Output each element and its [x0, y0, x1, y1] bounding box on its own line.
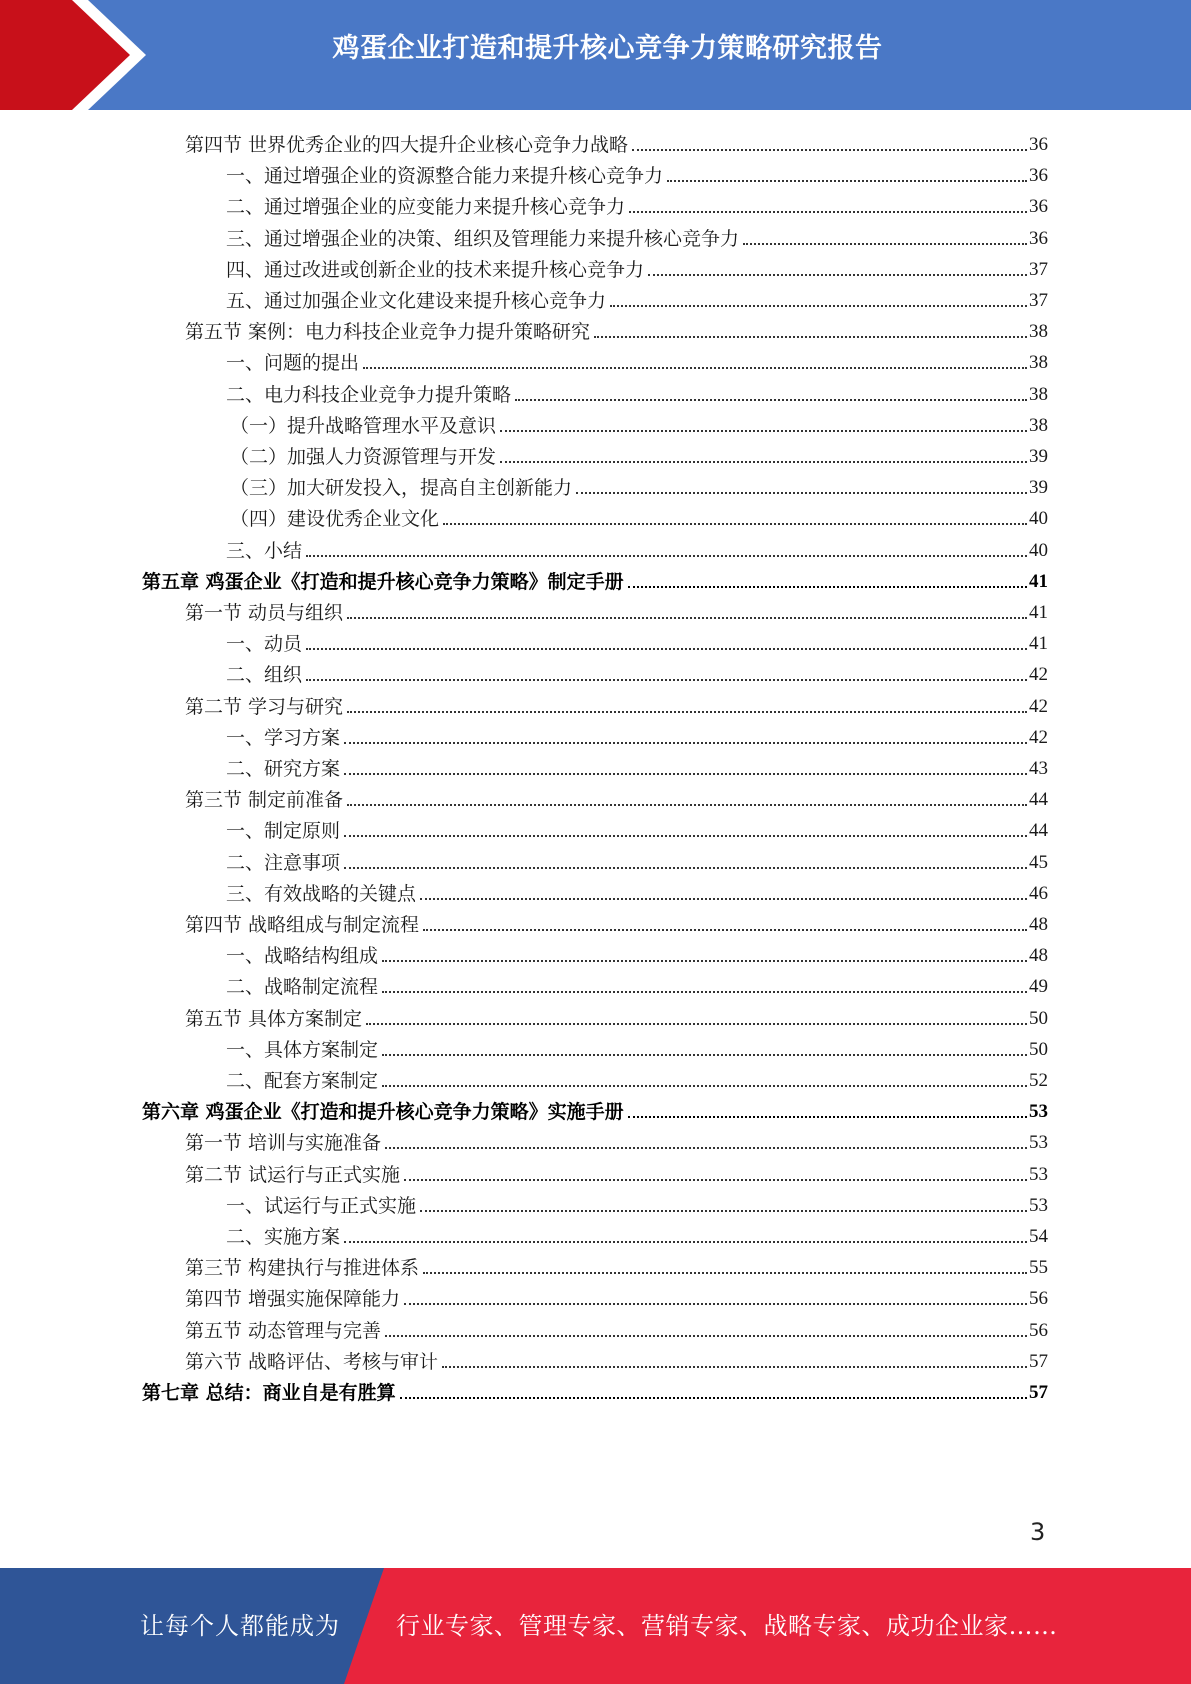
toc-leader-dots: [632, 148, 1027, 151]
toc-page-number: 42: [1029, 664, 1048, 686]
toc-row[interactable]: [185, 1313, 1048, 1343]
toc-row[interactable]: [226, 1219, 1048, 1249]
toc-entry-title: （二）加强人力资源管理与开发: [230, 446, 497, 468]
toc-leader-dots: [423, 1271, 1027, 1274]
toc-leader-dots: [306, 554, 1027, 557]
toc-leader-dots: [306, 647, 1027, 650]
toc-page-number: 48: [1029, 945, 1048, 967]
toc-entry-title: 第五节 动态管理与完善: [185, 1319, 382, 1342]
toc-leader-dots: [306, 678, 1027, 681]
toc-entry-title: 一、学习方案: [226, 726, 341, 749]
toc-leader-dots: [344, 834, 1027, 837]
toc-page-number: 39: [1029, 446, 1048, 467]
toc-leader-dots: [382, 959, 1027, 962]
toc-leader-dots: [667, 179, 1027, 182]
toc-chapter-row[interactable]: [142, 1094, 1048, 1124]
toc-page-number: 54: [1029, 1226, 1048, 1247]
toc-entry-title: 一、制定原则: [226, 820, 341, 843]
toc-page-number: 44: [1029, 789, 1048, 811]
toc-page-number: 46: [1029, 882, 1048, 904]
toc-entry-title: 第四节 战略组成与制定流程: [185, 914, 420, 936]
toc-entry-title: 三、通过增强企业的决策、组织及管理能力来提升核心竞争力: [226, 227, 740, 250]
toc-row[interactable]: [185, 1001, 1048, 1031]
toc-row[interactable]: [226, 189, 1048, 219]
toc-page-number: 50: [1029, 1038, 1048, 1060]
toc-leader-dots: [385, 1334, 1027, 1337]
toc-page-number: 53: [1029, 1163, 1048, 1185]
page-number: 3: [1030, 1518, 1046, 1546]
toc-page-number: 36: [1029, 227, 1048, 249]
toc-page-number: 42: [1029, 695, 1048, 717]
toc-chapter-row[interactable]: [142, 1375, 1048, 1405]
toc-page-number: 41: [1029, 602, 1048, 623]
toc-page-number: 53: [1029, 1194, 1048, 1216]
toc-row[interactable]: [226, 1032, 1048, 1062]
toc-entry-title: 二、注意事项: [226, 851, 341, 874]
toc-leader-dots: [420, 897, 1027, 900]
toc-row[interactable]: [226, 1063, 1048, 1093]
toc-entry-title: 第五节 案例：电力科技企业竞争力提升策略研究: [185, 321, 591, 344]
toc-entry-title: 第二节 试运行与正式实施: [185, 1163, 401, 1186]
toc-entry-title: 第七章 总结：商业自是有胜算: [142, 1382, 396, 1404]
toc-row[interactable]: [185, 1344, 1048, 1374]
toc-entry-title: 第五节 具体方案制定: [185, 1007, 363, 1030]
document-title: 鸡蛋企业打造和提升核心竞争力策略研究报告: [332, 33, 883, 64]
toc-entry-title: 五、通过加强企业文化建设来提升核心竞争力: [226, 290, 607, 312]
toc-page-number: 38: [1029, 352, 1048, 374]
toc-entry-title: 三、小结: [226, 539, 303, 562]
toc-leader-dots: [629, 210, 1027, 213]
toc-entry-title: 第三节 制定前准备: [185, 789, 344, 812]
toc-entry-title: 二、通过增强企业的应变能力来提升核心竞争力: [226, 196, 626, 219]
toc-entry-title: 一、动员: [226, 633, 303, 656]
toc-leader-dots: [344, 1240, 1027, 1243]
toc-page-number: 40: [1029, 508, 1048, 530]
toc-page-number: 38: [1029, 383, 1048, 405]
toc-entry-title: 一、战略结构组成: [226, 945, 379, 968]
toc-row[interactable]: [226, 158, 1048, 188]
toc-page-number: 57: [1029, 1382, 1048, 1403]
toc-leader-dots: [594, 335, 1027, 338]
toc-page-number: 48: [1029, 914, 1048, 935]
page-footer: [0, 1568, 1191, 1684]
toc-entry-title: 一、试运行与正式实施: [226, 1194, 417, 1217]
toc-row[interactable]: [226, 813, 1048, 843]
toc-page-number: 37: [1029, 290, 1048, 311]
toc-entry-title: 四、通过改进或创新企业的技术来提升核心竞争力: [226, 258, 645, 281]
toc-leader-dots: [628, 585, 1027, 588]
toc-leader-dots: [404, 1178, 1027, 1181]
toc-row[interactable]: [185, 782, 1048, 812]
toc-page-number: 36: [1029, 134, 1048, 155]
toc-page-number: 56: [1029, 1319, 1048, 1341]
toc-leader-dots: [363, 366, 1027, 369]
toc-page-number: 45: [1029, 851, 1048, 873]
toc-page-number: 37: [1029, 258, 1048, 280]
toc-page-number: 43: [1029, 758, 1048, 779]
toc-page-number: 49: [1029, 976, 1048, 998]
toc-leader-dots: [610, 304, 1027, 307]
toc-page-number: 38: [1029, 321, 1048, 343]
toc-leader-dots: [382, 1084, 1027, 1087]
toc-leader-dots: [344, 772, 1027, 775]
toc-row[interactable]: [226, 845, 1048, 875]
toc-leader-dots: [500, 460, 1027, 463]
toc-page-number: 57: [1029, 1350, 1048, 1372]
toc-entry-title: 第二节 学习与研究: [185, 695, 344, 718]
footer-slogan-left: 让每个人都能成为: [140, 1612, 340, 1640]
toc-leader-dots: [400, 1396, 1027, 1399]
toc-page-number: 44: [1029, 820, 1048, 842]
toc-page-number: 52: [1029, 1070, 1048, 1091]
toc-leader-dots: [576, 491, 1027, 494]
toc-row[interactable]: [185, 1250, 1048, 1280]
toc-leader-dots: [442, 1365, 1027, 1368]
toc-row[interactable]: [226, 626, 1048, 656]
toc-leader-dots: [443, 522, 1027, 525]
toc-leader-dots: [500, 429, 1027, 432]
toc-leader-dots: [423, 928, 1027, 931]
toc-page-number: 55: [1029, 1257, 1048, 1279]
toc-leader-dots: [628, 1115, 1027, 1118]
toc-page-number: 40: [1029, 539, 1048, 561]
toc-row[interactable]: [226, 657, 1048, 687]
toc-leader-dots: [385, 1146, 1027, 1149]
toc-row[interactable]: [226, 876, 1048, 906]
toc-entry-title: 二、电力科技企业竞争力提升策略: [226, 383, 512, 406]
page-header: [0, 0, 1191, 110]
toc-row[interactable]: [230, 408, 1048, 438]
toc-page-number: 53: [1029, 1101, 1048, 1123]
toc-row[interactable]: [226, 533, 1048, 563]
toc-leader-dots: [743, 242, 1027, 245]
toc-leader-dots: [344, 741, 1027, 744]
toc-leader-dots: [347, 803, 1027, 806]
toc-page-number: 56: [1029, 1288, 1048, 1310]
footer-slogan-right: 行业专家、管理专家、营销专家、战略专家、成功企业家……: [396, 1612, 1058, 1640]
toc-row[interactable]: [185, 1125, 1048, 1155]
toc-row[interactable]: [185, 1281, 1048, 1311]
toc-entry-title: 第四节 增强实施保障能力: [185, 1288, 401, 1311]
toc-leader-dots: [382, 1053, 1027, 1056]
toc-entry-title: 第五章 鸡蛋企业《打造和提升核心竞争力策略》制定手册: [142, 570, 624, 593]
toc-row[interactable]: [185, 595, 1048, 625]
toc-leader-dots: [366, 1022, 1027, 1025]
toc-entry-title: 第三节 构建执行与推进体系: [185, 1257, 420, 1280]
toc-page-number: 50: [1029, 1007, 1048, 1029]
toc-chapter-row[interactable]: [142, 564, 1048, 594]
toc-leader-dots: [420, 1209, 1027, 1212]
toc-row[interactable]: [230, 501, 1048, 531]
toc-entry-title: 第一节 动员与组织: [185, 602, 344, 624]
toc-entry-title: 第六章 鸡蛋企业《打造和提升核心竞争力策略》实施手册: [142, 1101, 624, 1124]
toc-row[interactable]: [185, 127, 1048, 157]
toc-entry-title: 三、有效战略的关键点: [226, 882, 417, 905]
toc-entry-title: 第四节 世界优秀企业的四大提升企业核心竞争力战略: [185, 134, 629, 156]
toc-page-number: 41: [1029, 570, 1048, 592]
toc-row[interactable]: [226, 345, 1048, 375]
toc-row[interactable]: [185, 1157, 1048, 1187]
toc-row[interactable]: [226, 938, 1048, 968]
toc-page-number: 41: [1029, 633, 1048, 655]
toc-row[interactable]: [226, 969, 1048, 999]
toc-entry-title: 二、组织: [226, 664, 303, 687]
toc-entry-title: 第六节 战略评估、考核与审计: [185, 1350, 439, 1373]
toc-entry-title: 二、战略制定流程: [226, 976, 379, 999]
toc-leader-dots: [648, 273, 1027, 276]
toc-row[interactable]: [185, 314, 1048, 344]
toc-row[interactable]: [226, 252, 1048, 282]
toc-row[interactable]: [226, 720, 1048, 750]
toc-leader-dots: [347, 616, 1027, 619]
toc-page-number: 42: [1029, 726, 1048, 748]
toc-entry-title: （四）建设优秀企业文化: [230, 508, 440, 531]
toc-entry-title: 一、问题的提出: [226, 352, 360, 375]
toc-row[interactable]: [226, 283, 1048, 313]
toc-leader-dots: [347, 710, 1027, 713]
toc-leader-dots: [404, 1302, 1027, 1305]
toc-page-number: 36: [1029, 165, 1048, 187]
toc-page-number: 39: [1029, 477, 1048, 499]
toc-leader-dots: [382, 990, 1027, 993]
toc-entry-title: 一、通过增强企业的资源整合能力来提升核心竞争力: [226, 165, 664, 188]
toc-row[interactable]: [226, 751, 1048, 781]
toc-row[interactable]: [230, 439, 1048, 469]
toc-page-number: 38: [1029, 414, 1048, 436]
toc-row[interactable]: [230, 470, 1048, 500]
toc-leader-dots: [344, 866, 1027, 869]
toc-row[interactable]: [226, 1188, 1048, 1218]
toc-entry-title: 二、研究方案: [226, 758, 341, 780]
toc-row[interactable]: [226, 377, 1048, 407]
toc-page-number: 53: [1029, 1132, 1048, 1154]
toc-entry-title: （一）提升战略管理水平及意识: [230, 414, 497, 437]
toc-row[interactable]: [226, 221, 1048, 251]
toc-row[interactable]: [185, 689, 1048, 719]
toc-row[interactable]: [185, 907, 1048, 937]
toc-entry-title: 一、具体方案制定: [226, 1038, 379, 1061]
toc-entry-title: 二、实施方案: [226, 1226, 341, 1248]
toc-entry-title: 第一节 培训与实施准备: [185, 1132, 382, 1155]
toc-entry-title: 二、配套方案制定: [226, 1070, 379, 1092]
toc-leader-dots: [515, 398, 1027, 401]
toc-entry-title: （三）加大研发投入，提高自主创新能力: [230, 477, 573, 500]
toc-page-number: 36: [1029, 196, 1048, 218]
